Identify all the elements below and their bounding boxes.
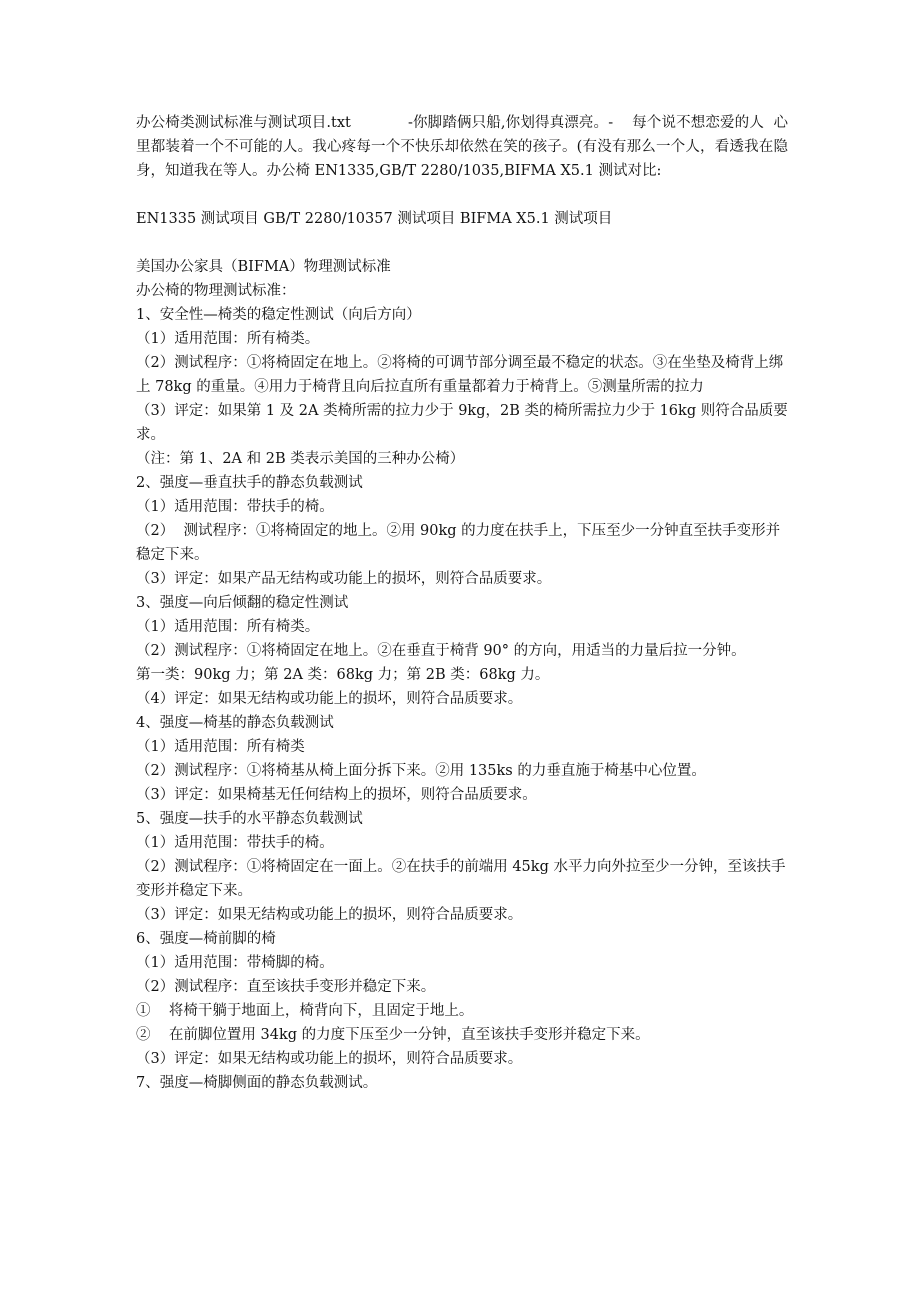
spacer bbox=[136, 231, 788, 255]
test-line: （2）测试程序：①将椅固定在地上。②在垂直于椅背 90° 的方向，用适当的力量后拉一分钟。 bbox=[136, 643, 746, 659]
test-heading: 7、强度—椅脚侧面的静态负载测试。 bbox=[136, 1075, 378, 1091]
test-line: （3）评定：如果无结构或功能上的损坏，则符合品质要求。 bbox=[136, 907, 523, 923]
test-line: （1）适用范围：带扶手的椅。 bbox=[136, 835, 334, 851]
intro-paragraph: 办公椅类测试标准与测试项目.txt -你脚踏俩只船,你划得真漂亮。- 每个说不想恋爱的人 心里都装着一个不可能的人。我心疼每一个不快乐却依然在笑的孩子。(有没有那么一个人，看透我在隐身，知道我在等人。办公椅 EN1335,GB/T 2280/1035,BIFMA X5.1 测试对比: bbox=[136, 115, 788, 179]
note-line: （注：第 1、2A 和 2B 类表示美国的三种办公椅） bbox=[136, 451, 465, 467]
test-heading: 5、强度—扶手的水平静态负载测试 bbox=[136, 811, 363, 827]
test-line: （1）适用范围：带扶手的椅。 bbox=[136, 499, 334, 515]
test-line: （2）测试程序：①将椅固定在地上。②将椅的可调节部分调至最不稳定的状态。③在坐垫及椅背上绑上 78kg 的重量。④用力于椅背且向后拉直所有重量都着力于椅背上。⑤测量所需的拉力 bbox=[136, 355, 784, 395]
test-line: （4）评定：如果无结构或功能上的损坏，则符合品质要求。 bbox=[136, 691, 523, 707]
test-heading: 4、强度—椅基的静态负载测试 bbox=[136, 715, 334, 731]
comparison-line: EN1335 测试项目 GB/T 2280/10357 测试项目 BIFMA X5.1 测试项目 bbox=[136, 211, 613, 227]
test-step: ② 在前脚位置用 34kg 的力度下压至少一分钟，直至该扶手变形并稳定下来。 bbox=[136, 1027, 650, 1043]
test-line: （2） 测试程序：①将椅固定的地上。②用 90kg 的力度在扶手上，下压至少一分钟直至扶手变形并稳定下来。 bbox=[136, 523, 781, 563]
test-line: （1）适用范围：所有椅类。 bbox=[136, 619, 320, 635]
test-line: （1）适用范围：带椅脚的椅。 bbox=[136, 955, 334, 971]
section-subtitle: 办公椅的物理测试标准： bbox=[136, 283, 296, 299]
test-line: （1）适用范围：所有椅类。 bbox=[136, 331, 320, 347]
standards-body bbox=[136, 255, 788, 1095]
test-line: （3）评定：如果第 1 及 2A 类椅所需的拉力少于 9kg，2B 类的椅所需拉力少于 16kg 则符合品质要求。 bbox=[136, 403, 788, 443]
section-title: 美国办公家具（BIFMA）物理测试标准 bbox=[136, 259, 391, 275]
spacer bbox=[136, 183, 788, 207]
test-heading: 1、安全性—椅类的稳定性测试（向后方向） bbox=[136, 307, 421, 323]
document-page bbox=[136, 111, 788, 1095]
test-line: 第一类：90kg 力；第 2A 类：68kg 力；第 2B 类：68kg 力。 bbox=[136, 667, 550, 683]
test-line: （3）评定：如果产品无结构或功能上的损坏，则符合品质要求。 bbox=[136, 571, 552, 587]
test-line: （2）测试程序：直至该扶手变形并稳定下来。 bbox=[136, 979, 436, 995]
test-line: （1）适用范围：所有椅类 bbox=[136, 739, 305, 755]
test-line: （3）评定：如果椅基无任何结构上的损坏，则符合品质要求。 bbox=[136, 787, 537, 803]
test-heading: 3、强度—向后倾翻的稳定性测试 bbox=[136, 595, 349, 611]
test-line: （2）测试程序：①将椅固定在一面上。②在扶手的前端用 45kg 水平力向外拉至少一分钟，至该扶手变形并稳定下来。 bbox=[136, 859, 786, 899]
test-heading: 2、强度—垂直扶手的静态负载测试 bbox=[136, 475, 363, 491]
test-heading: 6、强度—椅前脚的椅 bbox=[136, 931, 276, 947]
test-line: （3）评定：如果无结构或功能上的损坏，则符合品质要求。 bbox=[136, 1051, 523, 1067]
test-line: （2）测试程序：①将椅基从椅上面分拆下来。②用 135ks 的力垂直施于椅基中心位置。 bbox=[136, 763, 706, 779]
test-step: ① 将椅干躺于地面上，椅背向下，且固定于地上。 bbox=[136, 1003, 474, 1019]
